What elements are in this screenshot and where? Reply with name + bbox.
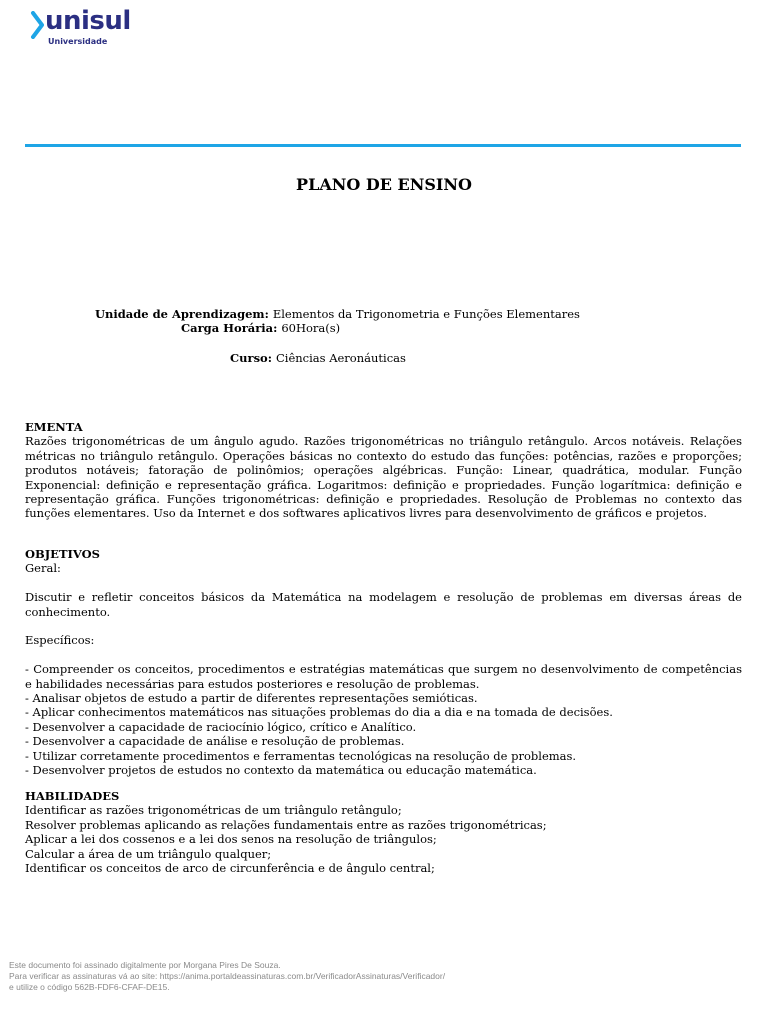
carga-line xyxy=(181,321,340,336)
signature-footer xyxy=(9,960,445,993)
unidade-value: Elementos da Trigonometria e Funções Elementares xyxy=(272,307,580,321)
list-item: Aplicar a lei dos cossenos e a lei dos senos na resolução de triângulos; xyxy=(25,832,437,847)
curso-value: Ciências Aeronáuticas xyxy=(275,351,406,365)
geral-text: Discutir e refletir conceitos básicos da Matemática na modelagem e resolução de problemas em diversas áreas de conhecimento. xyxy=(25,590,742,619)
page-title: PLANO DE ENSINO xyxy=(296,175,472,194)
list-item: - Desenvolver projetos de estudos no contexto da matemática ou educação matemática. xyxy=(25,763,537,778)
curso-label: Curso: xyxy=(230,351,272,365)
ementa-section xyxy=(25,420,742,521)
list-item: Calcular a área de um triângulo qualquer; xyxy=(25,846,272,861)
logo-subtitle: Universidade xyxy=(48,37,108,46)
list-item: - Desenvolver a capacidade de análise e resolução de problemas. xyxy=(25,734,405,749)
ementa-text: Razões trigonométricas de um ângulo agudo. Razões trigonométricas no triângulo retângulo. Arcos notáveis. Relações métricas no triângulo retângulo. Operações básicas no contexto do estudo das funções: potências, razões e proporções; produtos notáveis; fatoração de polinômios; operações algébricas. Função: Linear, quadrática, modular. Função Exponencial: definição e representação gráfica. Logaritmos: definição e propriedades. Função logarítmica: definição e representação gráfica. Funções trigonométricas: definição e propriedades. Resolução de Problemas no contexto das funções elementares. Uso da Internet e dos softwares aplicativos livres para desenvolvimento de gráficos e projetos. xyxy=(25,434,742,521)
carga-label: Carga Horária: xyxy=(181,321,278,335)
objetivos-section xyxy=(25,547,742,777)
list-item: - Analisar objetos de estudo a partir de diferentes representações semióticas. xyxy=(25,691,478,706)
logo-wordmark: unisul xyxy=(45,6,131,36)
unisul-logo xyxy=(30,8,150,48)
especificos-label: Específicos: xyxy=(25,633,95,648)
list-item: - Utilizar corretamente procedimentos e ferramentas tecnológicas na resolução de problemas. xyxy=(25,748,577,763)
curso-line xyxy=(230,351,406,366)
list-item: - Desenvolver a capacidade de raciocínio lógico, crítico e Analítico. xyxy=(25,719,417,734)
habilidades-section xyxy=(25,789,742,875)
ementa-heading: EMENTA xyxy=(25,420,83,434)
footer-line: Para verificar as assinaturas vá ao site: https://anima.portaldeassinaturas.com.br/VerificadorAssinaturas/Verificador/ xyxy=(9,971,446,981)
unidade-label: Unidade de Aprendizagem: xyxy=(95,307,269,321)
chevron-mark-icon xyxy=(30,11,46,39)
geral-label: Geral: xyxy=(25,561,61,576)
header-rule xyxy=(25,144,741,147)
unidade-line xyxy=(95,307,580,322)
list-item: Identificar as razões trigonométricas de um triângulo retângulo; xyxy=(25,803,402,818)
list-item: - Compreender os conceitos, procedimentos e estratégias matemáticas que surgem no desenvolvimento de competências e habilidades necessárias para estudos posteriores e resolução de problemas. xyxy=(25,662,742,691)
carga-value: 60Hora(s) xyxy=(281,321,341,335)
list-item: Resolver problemas aplicando as relações fundamentais entre as razões trigonométricas; xyxy=(25,817,547,832)
objetivos-heading: OBJETIVOS xyxy=(25,547,100,561)
list-item: Identificar os conceitos de arco de circunferência e de ângulo central; xyxy=(25,861,435,876)
habilidades-heading: HABILIDADES xyxy=(25,789,120,803)
footer-line: Este documento foi assinado digitalmente por Morgana Pires De Souza. xyxy=(9,960,281,970)
list-item: - Aplicar conhecimentos matemáticos nas situações problemas do dia a dia e na tomada de decisões. xyxy=(25,705,613,720)
footer-line: e utilize o código 562B-FDF6-CFAF-DE15. xyxy=(9,982,170,992)
